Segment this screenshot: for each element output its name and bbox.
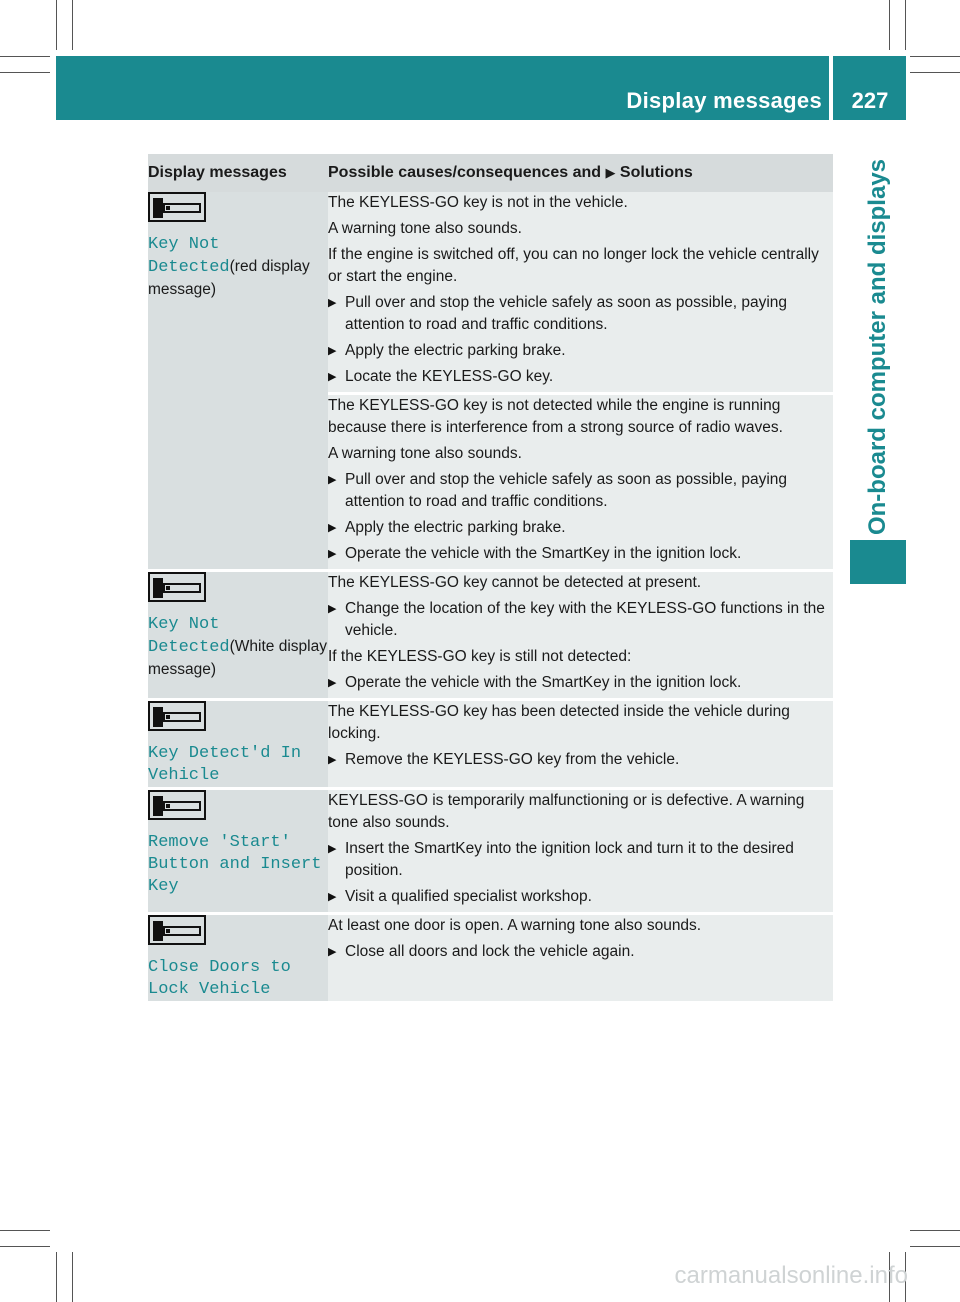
table-row	[148, 914, 833, 1003]
display-message-text	[148, 743, 328, 787]
key-icon	[148, 701, 206, 731]
display-message-cell	[148, 192, 328, 571]
causes-solutions-cell	[328, 571, 833, 700]
display-message-code: Key Detect'd In	[148, 744, 302, 763]
display-message-code: Close Doors to	[148, 958, 291, 977]
display-message-code: Remove 'Start'	[148, 833, 291, 852]
triangle-arrow-icon: ▶	[605, 165, 616, 180]
side-section-label: On-board computer and displays	[864, 158, 891, 536]
display-message-code: Key	[148, 877, 179, 896]
crop-mark	[0, 56, 50, 57]
crop-mark	[0, 1230, 50, 1231]
table-row	[148, 700, 833, 789]
display-message-text	[148, 614, 328, 681]
causes-solutions-cell	[328, 789, 833, 914]
solution-step: ▶ Apply the electric parking brake.	[328, 517, 833, 539]
causes-solutions-cell	[328, 700, 833, 789]
display-message-code: Detected	[148, 258, 230, 277]
cause-text: The KEYLESS-GO key is not in the vehicle.	[328, 194, 628, 211]
crop-mark	[72, 1252, 73, 1302]
crop-mark	[56, 1252, 57, 1302]
crop-mark	[889, 0, 890, 50]
display-message-code: Detected	[148, 638, 230, 657]
col-header-causes	[328, 154, 833, 192]
display-message-cell	[148, 789, 328, 914]
side-marker-block	[850, 540, 906, 584]
crop-mark	[56, 0, 57, 50]
display-messages-table	[148, 154, 833, 1004]
table-row	[148, 571, 833, 700]
crop-mark	[910, 56, 960, 57]
display-message-code: Key Not	[148, 615, 220, 634]
cause-text: If the engine is switched off, you can no longer lock the vehicle centrally or start the engine.	[328, 246, 819, 285]
solution-step: ▶ Close all doors and lock the vehicle again.	[328, 941, 833, 963]
crop-mark	[910, 1246, 960, 1247]
solution-step: ▶ Locate the KEYLESS-GO key.	[328, 366, 833, 388]
key-icon	[148, 915, 206, 945]
cause-text: The KEYLESS-GO key is not detected while the engine is running because there is interference from a strong source of radio waves.	[328, 397, 783, 436]
solution-step: ▶ Insert the SmartKey into the ignition lock and turn it to the desired position.	[328, 838, 833, 882]
display-message-code: Lock Vehicle	[148, 980, 271, 999]
causes-solutions-cell	[328, 914, 833, 1003]
causes-solutions-cell	[328, 394, 833, 571]
display-message-text	[148, 234, 328, 301]
solution-step: ▶ Remove the KEYLESS-GO key from the vehicle.	[328, 749, 833, 771]
display-message-code: Button and Insert	[148, 855, 322, 874]
crop-mark	[72, 0, 73, 50]
page-number: 227	[851, 88, 889, 113]
cause-text: If the KEYLESS-GO key is still not detected:	[328, 648, 632, 665]
cause-text: KEYLESS-GO is temporarily malfunctioning or is defective. A warning tone also sounds.	[328, 792, 805, 831]
causes-solutions-cell	[328, 192, 833, 394]
crop-mark	[0, 72, 50, 73]
display-message-code: Key Not	[148, 235, 220, 254]
key-icon	[148, 572, 206, 602]
display-message-note: (red display message)	[148, 258, 310, 298]
col-header-solutions-text: Solutions	[619, 164, 693, 181]
page-header-title: Display messages	[626, 88, 822, 113]
solution-step: ▶ Change the location of the key with the KEYLESS-GO functions in the vehicle.	[328, 598, 833, 642]
display-message-code: Vehicle	[148, 766, 220, 785]
solution-step: ▶ Visit a qualified specialist workshop.	[328, 886, 833, 908]
col-header-display-messages: Display messages	[148, 154, 328, 192]
cause-text: A warning tone also sounds.	[328, 220, 522, 237]
key-icon	[148, 790, 206, 820]
table-row	[148, 789, 833, 914]
solution-step: ▶ Operate the vehicle with the SmartKey in the ignition lock.	[328, 672, 833, 694]
display-message-cell	[148, 700, 328, 789]
display-message-cell	[148, 914, 328, 1003]
cause-text: The KEYLESS-GO key has been detected inside the vehicle during locking.	[328, 703, 790, 742]
table-row	[148, 192, 833, 394]
display-message-text	[148, 957, 328, 1001]
cause-text: A warning tone also sounds.	[328, 445, 522, 462]
solution-step: ▶ Operate the vehicle with the SmartKey in the ignition lock.	[328, 543, 833, 565]
crop-mark	[905, 0, 906, 50]
crop-mark	[910, 72, 960, 73]
display-message-cell	[148, 571, 328, 700]
watermark: carmanualsonline.info	[674, 1262, 908, 1289]
cause-text: The KEYLESS-GO key cannot be detected at present.	[328, 574, 702, 591]
header-separator	[829, 56, 833, 120]
solution-step: ▶ Pull over and stop the vehicle safely as soon as possible, paying attention to road and traffic conditions.	[328, 292, 833, 336]
display-message-text	[148, 832, 328, 898]
table-header-row	[148, 154, 833, 192]
solution-step: ▶ Pull over and stop the vehicle safely as soon as possible, paying attention to road and traffic conditions.	[328, 469, 833, 513]
cause-text: At least one door is open. A warning tone also sounds.	[328, 917, 702, 934]
col-header-causes-text: Possible causes/consequences and	[328, 164, 602, 181]
crop-mark	[910, 1230, 960, 1231]
crop-mark	[0, 1246, 50, 1247]
display-message-note: (White display message)	[148, 638, 327, 678]
key-icon	[148, 192, 206, 222]
solution-step: ▶ Apply the electric parking brake.	[328, 340, 833, 362]
